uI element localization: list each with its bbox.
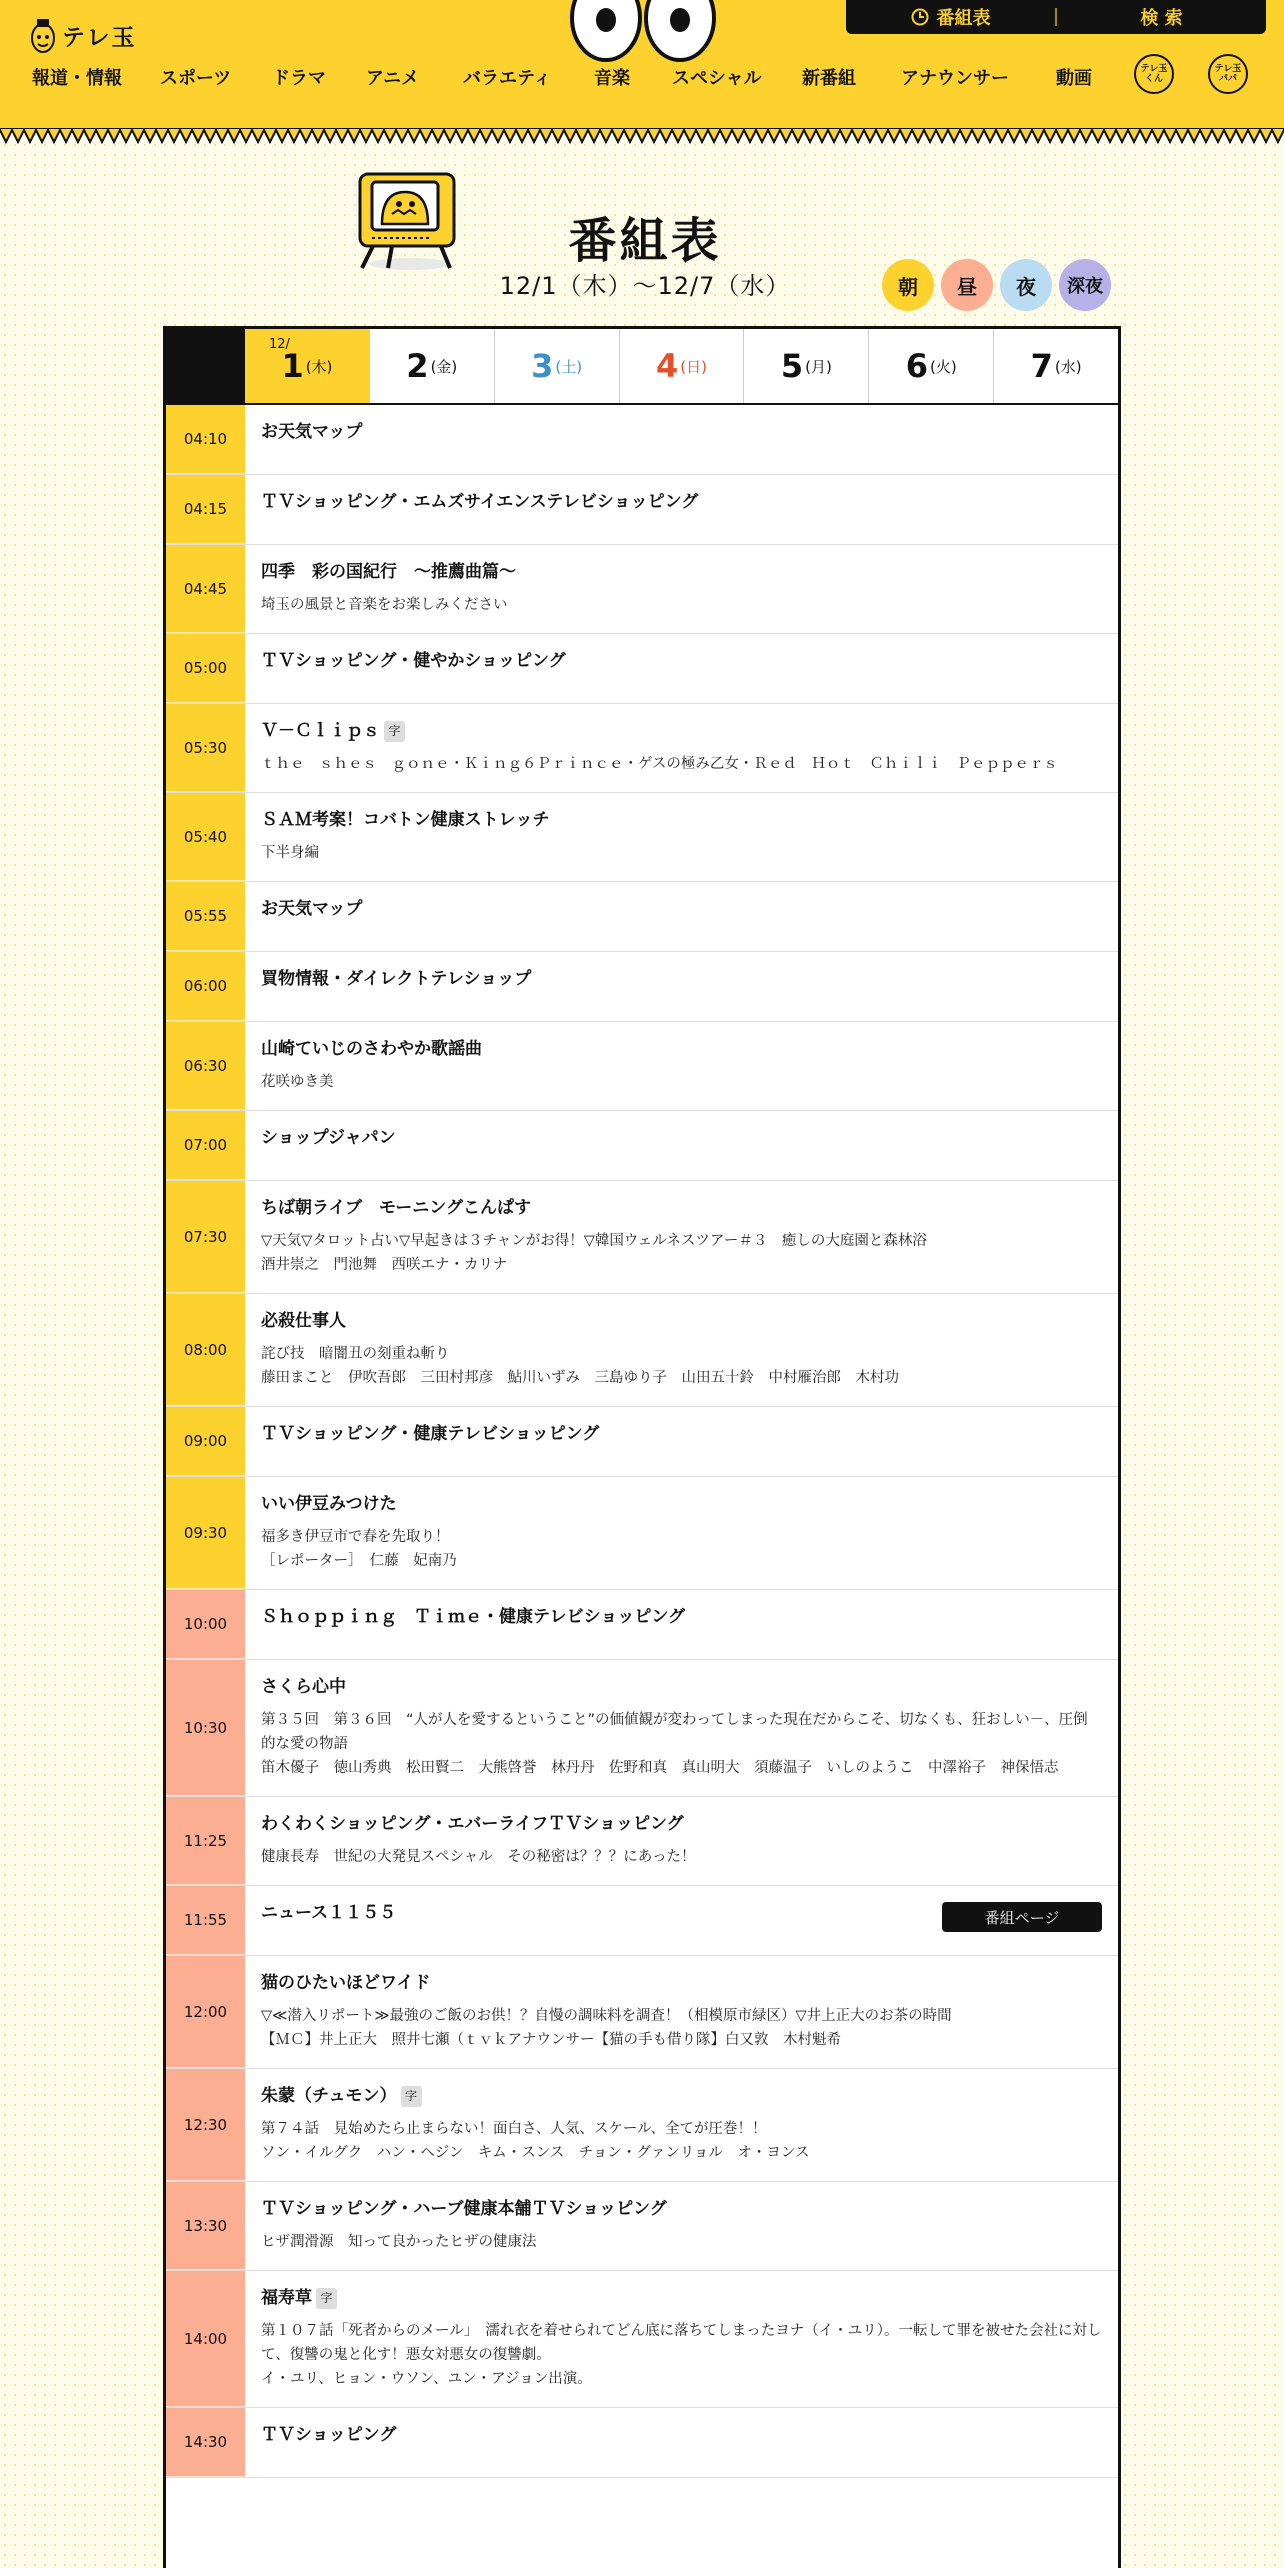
program-row[interactable] <box>166 1660 1118 1797</box>
program-row[interactable] <box>166 2182 1118 2271</box>
program-description <box>261 1525 1102 1573</box>
program-time: 10:30 <box>166 1660 245 1796</box>
program-title[interactable]: いい伊豆みつけた <box>261 1494 397 1514</box>
program-page-button[interactable]: 番組ページ <box>942 1902 1102 1932</box>
program-time: 14:00 <box>166 2271 245 2407</box>
program-row[interactable] <box>166 704 1118 793</box>
program-title[interactable]: 必殺仕事人 <box>261 1311 346 1331</box>
program-description-line: ▽天気▽タロット占い▽早起きは３チャンがお得！▽韓国ウェルネスツアー＃３ 癒しの大庭園と森林浴 <box>261 1233 927 1249</box>
day-tab-weekday: (日) <box>680 357 707 376</box>
program-body <box>245 1477 1118 1589</box>
program-body <box>245 1660 1118 1796</box>
program-title[interactable]: 朱蒙（チュモン） <box>261 2086 397 2106</box>
mascot-badge-kun-label: テレ玉 くん <box>1140 64 1168 84</box>
program-title[interactable]: お天気マップ <box>261 899 363 919</box>
mascot-eyes-icon <box>570 0 716 62</box>
nav-item-special[interactable]: スペシャル <box>672 68 762 89</box>
program-row[interactable] <box>166 405 1118 475</box>
program-title-wrap <box>261 1972 1102 1994</box>
day-tab-number: 3 <box>531 347 554 385</box>
program-title-wrap <box>261 421 1102 443</box>
program-row[interactable] <box>166 2271 1118 2408</box>
main-nav <box>0 64 1284 96</box>
day-tab-number: 4 <box>656 347 679 385</box>
program-description-line: 健康長寿 世紀の大発見スペシャル その秘密は？？？にあった！ <box>261 1849 696 1865</box>
program-title-wrap <box>261 2287 1102 2309</box>
nav-item-music[interactable]: 音楽 <box>594 68 630 89</box>
day-tab-number: 7 <box>1030 347 1053 385</box>
program-title-wrap <box>261 2424 1102 2446</box>
program-body <box>245 2069 1118 2181</box>
program-description-line: 福多き伊豆市で春を先取り！ <box>261 1529 450 1545</box>
site-logo[interactable] <box>30 16 137 54</box>
day-tab-4[interactable] <box>619 329 744 403</box>
program-time: 06:00 <box>166 952 245 1021</box>
program-row[interactable] <box>166 1407 1118 1477</box>
subtitle-badge: 字 <box>384 721 405 742</box>
program-title[interactable]: ちば朝ライブ モーニングこんぱす <box>261 1198 531 1218</box>
nav-item-news[interactable]: 報道・情報 <box>32 68 122 89</box>
subtitle-badge: 字 <box>316 2288 337 2309</box>
program-row[interactable] <box>166 793 1118 882</box>
program-description <box>261 1708 1102 1780</box>
program-row[interactable] <box>166 475 1118 545</box>
program-body <box>245 1956 1118 2068</box>
program-description <box>261 1229 1102 1277</box>
program-body <box>245 1022 1118 1110</box>
program-title-wrap <box>261 898 1102 920</box>
program-title-wrap <box>261 1813 1102 1835</box>
program-title-wrap <box>261 1493 1102 1515</box>
day-tab-3[interactable] <box>494 329 619 403</box>
program-time: 05:55 <box>166 882 245 951</box>
day-tab-2[interactable] <box>369 329 494 403</box>
program-body <box>245 1797 1118 1885</box>
nav-item-drama[interactable]: ドラマ <box>272 68 326 89</box>
nav-item-video[interactable]: 動画 <box>1056 68 1092 89</box>
program-description <box>261 593 1102 617</box>
program-description-line: 第３５回 第３６回 “人が人を愛するということ”の価値観が変わってしまった現在だからこそ、切なくも、狂おしい－、圧倒的な愛の物語 <box>261 1712 1088 1752</box>
program-title[interactable]: ＴＶショッピング <box>261 2425 397 2445</box>
program-title-wrap <box>261 2085 1102 2107</box>
time-of-day-selector <box>882 259 1111 311</box>
day-tab-weekday: (土) <box>555 357 583 376</box>
program-description-line: イ・ユリ、ヒョン・ウソン、ユン・アジョン出演。 <box>261 2371 592 2387</box>
program-time: 14:30 <box>166 2408 245 2477</box>
logo-text: テレ玉 <box>62 24 137 51</box>
day-tab-1[interactable] <box>245 329 369 403</box>
page-title: 番組表 <box>568 213 722 269</box>
day-tab-weekday: (月) <box>805 357 832 376</box>
program-body <box>245 793 1118 881</box>
mascot-badge-kun[interactable] <box>1134 54 1174 94</box>
program-row[interactable] <box>166 1111 1118 1181</box>
program-time: 04:15 <box>166 475 245 544</box>
tod-button-morning[interactable]: 朝 <box>882 259 934 311</box>
program-body <box>245 2408 1118 2477</box>
program-row[interactable] <box>166 1590 1118 1660</box>
program-description-line: 花咲ゆき美 <box>261 1074 334 1090</box>
program-time: 05:30 <box>166 704 245 792</box>
program-row[interactable] <box>166 2408 1118 2478</box>
program-time: 08:00 <box>166 1294 245 1406</box>
program-title-wrap <box>261 968 1102 990</box>
program-row[interactable] <box>166 1886 1118 1956</box>
day-tab-number: 2 <box>406 347 429 385</box>
logo-mascot-icon <box>30 16 56 54</box>
program-body <box>245 1590 1118 1659</box>
program-title-wrap <box>261 1310 1102 1332</box>
program-description <box>261 1845 1102 1869</box>
day-tab-number: 5 <box>780 347 804 385</box>
program-description-line: 藤田まこと 伊吹吾郎 三田村邦彦 鮎川いずみ 三島ゆり子 山田五十鈴 中村雁治郎 木村功 <box>261 1370 899 1386</box>
program-body <box>245 952 1118 1021</box>
search-link-label: 検 索 <box>1140 8 1183 29</box>
tv-mascot-icon <box>352 168 462 272</box>
day-tab-number: 1 <box>281 347 304 385</box>
program-row[interactable] <box>166 1797 1118 1886</box>
program-list <box>166 405 1118 2478</box>
program-description-line: 【ＭＣ】井上正大 照井七瀬（ｔｖｋアナウンサー【猫の手も借り隊】白又敦 木村魁希 <box>261 2032 841 2048</box>
program-title-wrap <box>261 1038 1102 1060</box>
program-title[interactable]: ＳＡＭ考案！コバトン健康ストレッチ <box>261 810 550 830</box>
program-title[interactable]: さくら心中 <box>261 1677 346 1697</box>
program-description-line: ソン・イルグク ハン・ヘジン キム・スンス チョン・グァンリョル オ・ヨンス <box>261 2145 810 2161</box>
program-row[interactable] <box>166 1181 1118 1294</box>
program-time: 06:30 <box>166 1022 245 1110</box>
program-time: 04:10 <box>166 405 245 474</box>
program-row[interactable] <box>166 1956 1118 2069</box>
program-title-wrap <box>261 491 1102 513</box>
day-tab-5[interactable] <box>743 329 868 403</box>
program-description <box>261 2004 1102 2052</box>
program-description-line: 第１０７話「死者からのメール」 濡れ衣を着せられてどん底に落ちてしまったヨナ（イ・ユリ）。一転して罪を被せた会社に対して、復讐の鬼と化す！悪女対悪女の復讐劇。 <box>261 2323 1102 2363</box>
program-description <box>261 841 1102 865</box>
nav-item-sports[interactable]: スポーツ <box>160 68 232 89</box>
program-title[interactable]: ＴＶショッピング・健康テレビショッピング <box>261 1424 600 1444</box>
program-body <box>245 704 1118 792</box>
program-description <box>261 1342 1102 1390</box>
program-description <box>261 2117 1102 2165</box>
program-schedule <box>163 326 1121 2568</box>
schedule-link-label: 番組表 <box>936 8 991 29</box>
day-tab-number: 6 <box>905 347 928 385</box>
program-title-wrap <box>261 720 1102 742</box>
program-row[interactable] <box>166 952 1118 1022</box>
program-body <box>245 1111 1118 1180</box>
program-body <box>245 634 1118 703</box>
mascot-badge-papa[interactable] <box>1208 54 1248 94</box>
program-time: 11:25 <box>166 1797 245 1885</box>
date-range: 12/1（木）〜12/7（水） <box>499 272 791 300</box>
program-body <box>245 2271 1118 2407</box>
program-body <box>245 1886 1118 1955</box>
program-row[interactable] <box>166 2069 1118 2182</box>
program-description-line: 酒井崇之 門池舞 西咲エナ・カリナ <box>261 1257 508 1273</box>
program-description <box>261 2319 1102 2391</box>
program-title[interactable]: ニュース１１５５ <box>261 1903 397 1923</box>
program-title-wrap <box>261 2198 1102 2220</box>
nav-item-announcer[interactable]: アナウンサー <box>901 68 1009 89</box>
program-title[interactable]: 買物情報・ダイレクトテレショップ <box>261 969 532 989</box>
program-time: 05:00 <box>166 634 245 703</box>
program-time: 13:30 <box>166 2182 245 2270</box>
program-title-wrap <box>261 1606 1102 1628</box>
tod-button-noon[interactable]: 昼 <box>941 259 993 311</box>
program-time: 07:30 <box>166 1181 245 1293</box>
header-zigzag-edge <box>0 128 1284 150</box>
program-title[interactable]: Ｖ－Ｃｌｉｐｓ <box>261 721 380 741</box>
program-description-line: 第７４話 見始めたら止まらない！面白さ、人気、スケール、全てが圧巻！！ <box>261 2121 767 2137</box>
program-description-line: 下半身編 <box>261 845 319 861</box>
program-time: 12:00 <box>166 1956 245 2068</box>
clock-icon <box>911 8 929 26</box>
nav-item-variety[interactable]: バラエティ <box>463 68 552 89</box>
program-body <box>245 1407 1118 1476</box>
program-description-line: 埼玉の風景と音楽をお楽しみください <box>261 597 508 613</box>
program-body <box>245 1181 1118 1293</box>
day-tab-7[interactable] <box>993 329 1118 403</box>
program-time: 04:45 <box>166 545 245 633</box>
site-header <box>0 0 1284 130</box>
program-time: 05:40 <box>166 793 245 881</box>
program-description-line: 笛木優子 徳山秀典 松田賢二 大熊啓誉 林丹丹 佐野和真 真山明大 須藤温子 いしのようこ 中澤裕子 神保悟志 <box>261 1760 1059 1776</box>
program-body <box>245 405 1118 474</box>
program-row[interactable] <box>166 545 1118 634</box>
day-tab-weekday: (木) <box>305 357 333 376</box>
program-row[interactable] <box>166 882 1118 952</box>
program-title[interactable]: 四季 彩の国紀行 ～推薦曲篇～ <box>261 562 516 582</box>
program-row[interactable] <box>166 1477 1118 1590</box>
program-title[interactable]: ＴＶショッピング・エムズサイエンステレビショッピング <box>261 492 699 512</box>
program-description-line: ｔｈｅ ｓｈｅｓ ｇｏｎｅ・Ｋｉｎｇ６Ｐｒｉｎｃｅ・ゲスの極み乙女・Ｒｅｄ Ｈｏｔ Ｃｈｉｌｉ Ｐｅｐｐｅｒｓ <box>261 756 1058 772</box>
program-description-line: ヒザ潤滑源 知って良かったヒザの健康法 <box>261 2234 537 2250</box>
program-description <box>261 752 1102 776</box>
mascot-badge-papa-label: テレ玉 パパ <box>1214 64 1242 84</box>
program-title-wrap <box>261 650 1102 672</box>
program-title[interactable]: ＴＶショッピング・ハーブ健康本舗ＴＶショッピング <box>261 2199 667 2219</box>
day-tabs <box>166 329 1118 405</box>
program-title[interactable]: 山崎ていじのさわやか歌謡曲 <box>261 1039 482 1059</box>
program-description-line: 詫び技 暗闇丑の刻重ね斬り <box>261 1346 450 1362</box>
nav-item-new[interactable]: 新番組 <box>802 68 856 89</box>
program-description-line: ［レポーター］ 仁藤 妃南乃 <box>261 1553 457 1569</box>
subtitle-badge: 字 <box>401 2086 422 2107</box>
program-description <box>261 1070 1102 1094</box>
program-title-wrap <box>261 561 1102 583</box>
program-title-wrap <box>261 1197 1102 1219</box>
program-title-wrap <box>261 1676 1102 1698</box>
program-title[interactable]: ショップジャパン <box>261 1128 396 1148</box>
program-title[interactable]: お天気マップ <box>261 422 363 442</box>
program-time: 07:00 <box>166 1111 245 1180</box>
program-body <box>245 882 1118 951</box>
program-title[interactable]: 猫のひたいほどワイド <box>261 1973 431 1993</box>
day-tabs-corner <box>166 329 245 403</box>
program-title-wrap <box>261 1423 1102 1445</box>
program-description-line: ▽≪潜入リポート≫最強のご飯のお供！？自慢の調味料を調査！（相模原市緑区）▽井上正大のお茶の時間 <box>261 2008 952 2024</box>
program-row[interactable] <box>166 634 1118 704</box>
program-row[interactable] <box>166 1022 1118 1111</box>
schedule-link[interactable] <box>846 0 1055 34</box>
day-tab-weekday: (金) <box>430 357 458 376</box>
tod-button-evening[interactable]: 夜 <box>1000 259 1052 311</box>
program-body <box>245 2182 1118 2270</box>
program-time: 12:30 <box>166 2069 245 2181</box>
program-title-wrap <box>261 809 1102 831</box>
day-tab-month: 12/ <box>269 337 290 352</box>
day-tab-weekday: (水) <box>1054 357 1082 376</box>
program-title-wrap <box>261 1127 1102 1149</box>
top-bar-divider <box>1055 8 1057 26</box>
day-tab-weekday: (火) <box>930 357 957 376</box>
top-utility-bar <box>846 0 1266 34</box>
program-title[interactable]: ＴＶショッピング・健やかショッピング <box>261 651 566 671</box>
program-body <box>245 475 1118 544</box>
day-tab-6[interactable] <box>868 329 993 403</box>
program-title[interactable]: 福寿草 <box>261 2288 312 2308</box>
program-row[interactable] <box>166 1294 1118 1407</box>
program-body <box>245 545 1118 633</box>
program-time: 10:00 <box>166 1590 245 1659</box>
program-time: 09:00 <box>166 1407 245 1476</box>
program-body <box>245 1294 1118 1406</box>
program-time: 11:55 <box>166 1886 245 1955</box>
nav-item-anime[interactable]: アニメ <box>366 68 420 89</box>
search-link[interactable] <box>1057 0 1266 34</box>
program-title[interactable]: Ｓｈｏｐｐｉｎｇ Ｔｉｍｅ・健康テレビショッピング <box>261 1607 685 1627</box>
program-title[interactable]: わくわくショッピング・エバーライフＴＶショッピング <box>261 1814 684 1834</box>
program-time: 09:30 <box>166 1477 245 1589</box>
program-description <box>261 2230 1102 2254</box>
tod-button-latenight[interactable]: 深夜 <box>1059 259 1111 311</box>
